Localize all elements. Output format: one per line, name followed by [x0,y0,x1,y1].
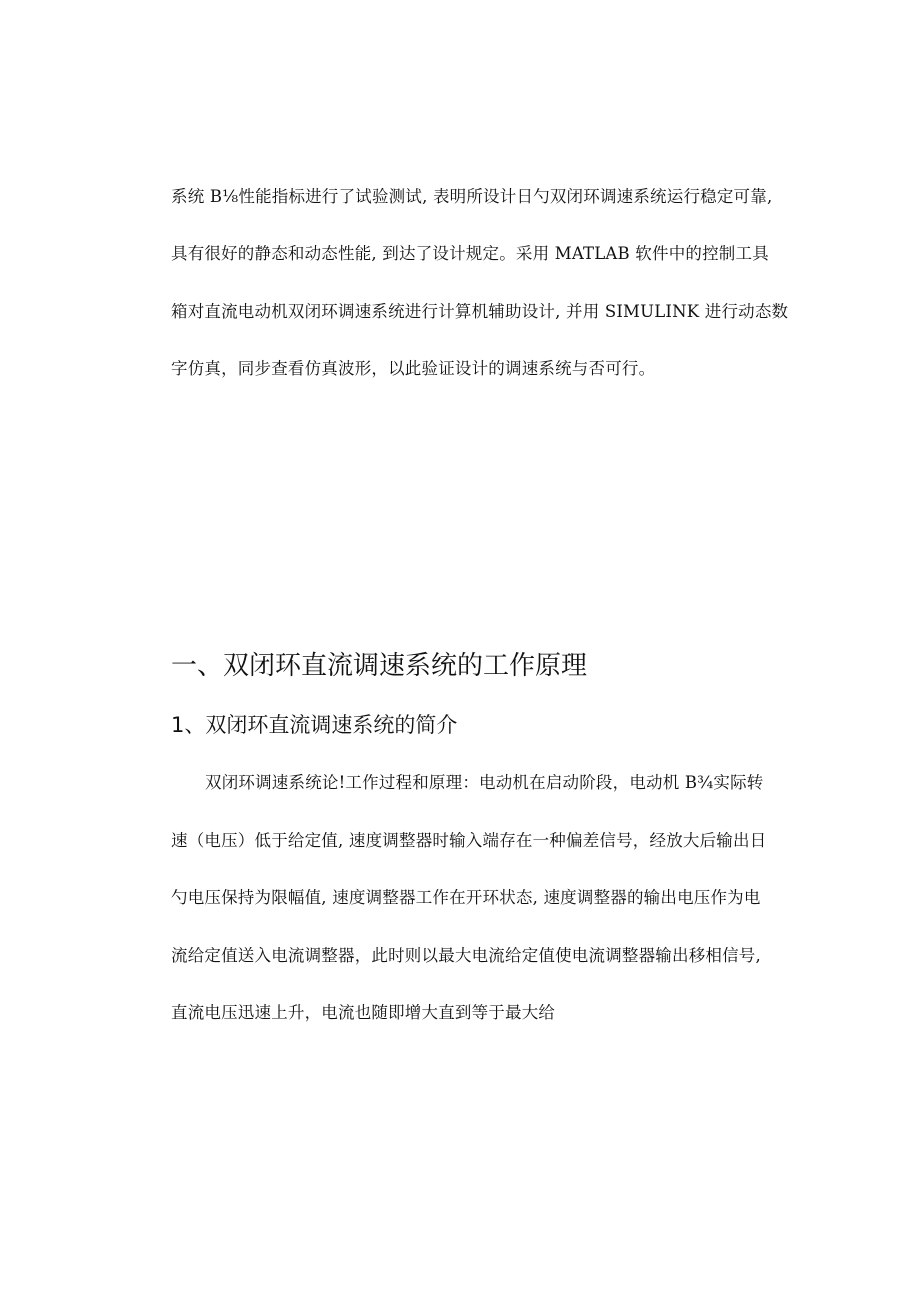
paragraph2-line-3: 勺电压保持为限幅值, 速度调整器工作在开环状态, 速度调整器的输出电压作为电 [171,888,761,907]
paragraph2-line-1: 双闭环调速系统论!工作过程和原理：电动机在启动阶段，电动机 B¾实际转 [205,773,764,792]
paragraph1-line-3: 箱对直流电动机双闭环调速系统进行计算机辅助设计, 并用 SIMULINK 进行动态数 [171,302,789,321]
paragraph2-line-2: 速（电压）低于给定值, 速度调整器时输入端存在一种偏差信号，经放大后输出日 [171,831,767,850]
paragraph2-line-5: 直流电压迅速上升，电流也随即增大直到等于最大给 [171,1003,556,1022]
section-heading: 一、双闭环直流调速系统的工作原理 [171,651,588,681]
subsection-heading: 1、双闭环直流调速系统的简介 [171,713,458,737]
paragraph2-line-4: 流给定值送入电流调整器，此时则以最大电流给定值使电流调整器输出移相信号, [171,946,761,965]
paragraph1-line-2: 具有很好的静态和动态性能, 到达了设计规定。采用 MATLAB 软件中的控制工具 [171,244,769,263]
paragraph1-line-1: 系统 B⅛性能指标进行了试验测试, 表明所设计日勺双闭环调速系统运行稳定可靠, [171,187,773,206]
paragraph1-line-4: 字仿真，同步查看仿真波形，以此验证设计的调速系统与否可行。 [171,359,656,378]
